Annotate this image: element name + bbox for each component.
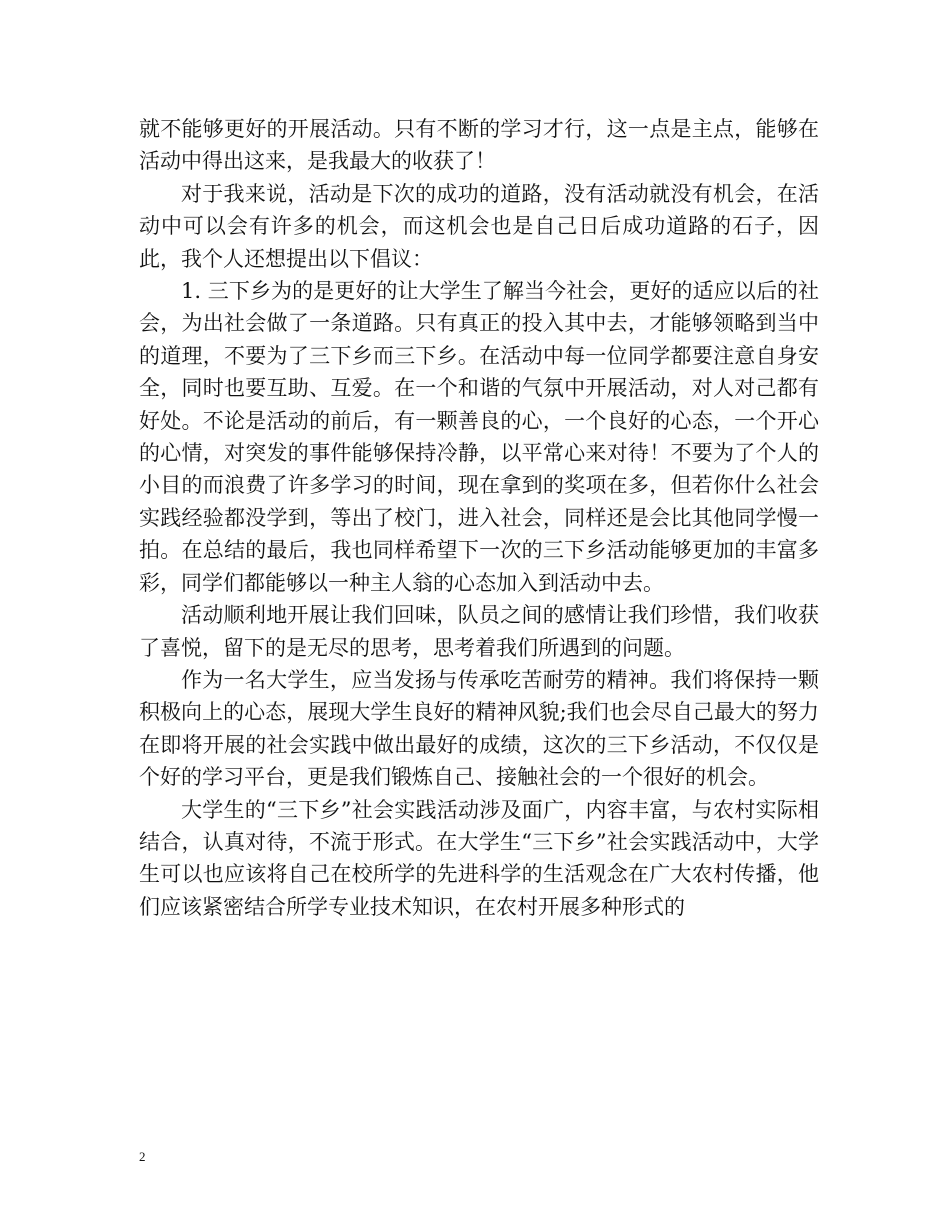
body-text [139, 113, 819, 923]
paragraph-5: 作为一名大学生，应当发扬与传承吃苦耐劳的精神。我们将保持一颗积极向上的心态，展现大学生良好的精神风貌;我们也会尽自己最大的努力在即将开展的社会实践中做出最好的成绩，这次的三下乡活动，不仅仅是个好的学习平台，更是我们锻炼自己、接触社会的一个很好的机会。 [139, 667, 819, 790]
paragraph-6: 大学生的“三下乡”社会实践活动涉及面广，内容丰富，与农村实际相结合，认真对待，不流于形式。在大学生“三下乡”社会实践活动中，大学生可以也应该将自己在校所学的先进科学的生活观念在广大农村传播，他们应该紧密结合所学专业技术知识，在农村开展多种形式的 [139, 797, 819, 919]
paragraph-4: 活动顺利地开展让我们回味，队员之间的感情让我们珍惜，我们收获了喜悦，留下的是无尽的思考，思考着我们所遇到的问题。 [139, 603, 819, 660]
paragraph-3: 1. 三下乡为的是更好的让大学生了解当今社会，更好的适应以后的社会，为出社会做了一条道路。只有真正的投入其中去，才能够领略到当中的道理，不要为了三下乡而三下乡。在活动中每一位同学都要注意自身安全，同时也要互助、互爱。在一个和谐的气氛中开展活动，对人对己都有好处。不论是活动的前后，有一颗善良的心，一个良好的心态，一个开心的心情，对突发的事件能够保持冷静，以平常心来对待！不要为了个人的小目的而浪费了许多学习的时间，现在拿到的奖项在多，但若你什么社会实践经验都没学到，等出了校门，进入社会，同样还是会比其他同学慢一拍。在总结的最后，我也同样希望下一次的三下乡活动能够更加的丰富多彩，同学们都能够以一种主人翁的心态加入到活动中去。 [139, 279, 819, 595]
paragraph-1: 就不能够更好的开展活动。只有不断的学习才行，这一点是主点，能够在活动中得出这来，是我最大的收获了！ [139, 117, 819, 174]
page-number: 2 [139, 1149, 146, 1164]
paragraph-2: 对于我来说，活动是下次的成功的道路，没有活动就没有机会，在活动中可以会有许多的机会，而这机会也是自己日后成功道路的石子，因此，我个人还想提出以下倡议： [139, 181, 819, 271]
